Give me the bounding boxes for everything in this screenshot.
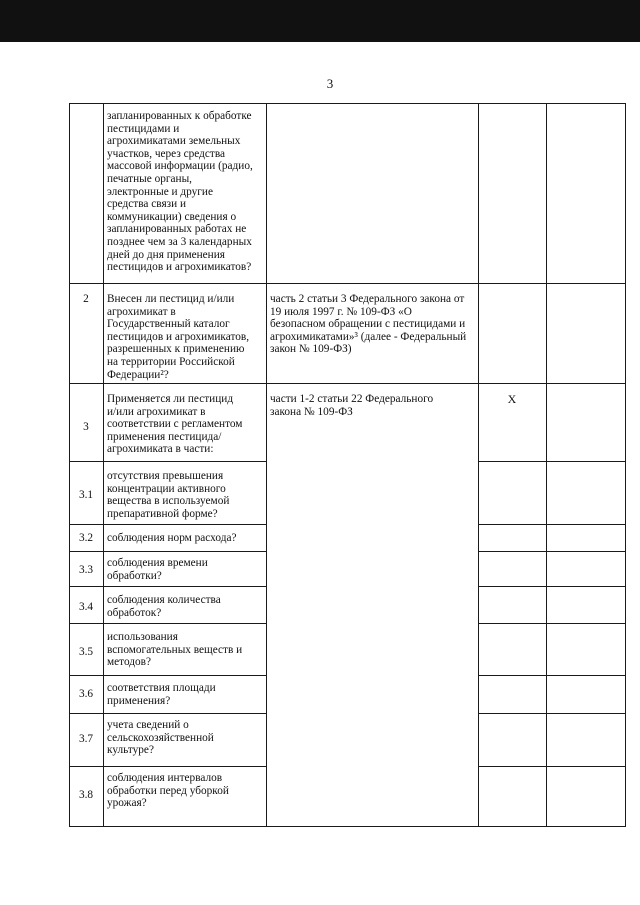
- row-divider: [478, 524, 626, 525]
- row-divider: [69, 283, 626, 284]
- row-number: 3.3: [78, 564, 94, 576]
- table-left-border: [69, 103, 70, 827]
- row-number: 3.6: [78, 688, 94, 700]
- scan-top-border: [0, 0, 640, 42]
- question-text: соблюдения норм расхода?: [107, 532, 237, 544]
- checklist-table: [69, 103, 626, 827]
- row-divider: [69, 524, 267, 525]
- row-divider: [478, 713, 626, 714]
- row-divider: [69, 461, 267, 462]
- question-text: соблюдения интервалов обработки перед уборкой урожая?: [107, 772, 229, 810]
- row-divider: [478, 551, 626, 552]
- row-divider: [478, 766, 626, 767]
- row-number: 3.2: [78, 532, 94, 544]
- table-bottom-border: [69, 826, 626, 827]
- question-text: использования вспомогательных веществ и методов?: [107, 631, 243, 669]
- row-divider: [69, 623, 267, 624]
- column-divider: [546, 103, 547, 827]
- row-number: 2: [83, 293, 89, 305]
- table-top-border: [69, 103, 626, 104]
- row-divider: [69, 713, 267, 714]
- column-divider: [266, 103, 267, 827]
- question-text: соответствия площади применения?: [107, 682, 216, 707]
- column-divider: [103, 103, 104, 827]
- row-number: 3.4: [78, 601, 94, 613]
- row-number: 3: [83, 421, 89, 433]
- row-number: 3.8: [78, 789, 94, 801]
- row-divider: [69, 383, 626, 384]
- row-divider: [69, 675, 267, 676]
- table-right-border: [625, 103, 626, 827]
- question-text: запланированных к обработке пестицидами и агрохимикатами земельных участков, через средства массовой информации (радио, печатные органы, электронные и другие средства связи и коммуникации) сведения о запланированных работах не позднее чем за 3 календарных дней до дня применения пестицидов и агрохимикатов?: [107, 110, 253, 274]
- row-divider: [69, 766, 267, 767]
- question-text: учета сведений о сельскохозяйственной культуре?: [107, 719, 214, 757]
- column-divider: [478, 103, 479, 827]
- row-divider: [478, 586, 626, 587]
- row-number: 3.1: [78, 489, 94, 501]
- answer-mark: Х: [507, 392, 517, 406]
- question-text: отсутствия превышения концентрации активного вещества в используемой препаративной форме?: [107, 470, 230, 520]
- row-divider: [478, 461, 626, 462]
- row-divider: [478, 623, 626, 624]
- question-text: Применяется ли пестицид и/или агрохимикат в соответствии с регламентом применения пестицида/ агрохимиката в части:: [107, 393, 243, 456]
- row-divider: [69, 551, 267, 552]
- page-number: 3: [326, 76, 334, 91]
- legal-basis-text: часть 2 статьи 3 Федерального закона от 19 июля 1997 г. № 109-ФЗ «О безопасном обращении с пестицидами и агрохимикатами»³ (далее - Федеральный закон № 109-ФЗ): [270, 293, 467, 356]
- question-text: соблюдения времени обработки?: [107, 557, 208, 582]
- row-divider: [478, 675, 626, 676]
- question-text: Внесен ли пестицид и/или агрохимикат в Государственный каталог пестицидов и агрохимикатов, разрешенных к применению на территории Российской Федерации²?: [107, 293, 250, 381]
- row-number: 3.5: [78, 646, 94, 658]
- question-text: соблюдения количества обработок?: [107, 594, 221, 619]
- legal-basis-text: части 1-2 статьи 22 Федерального закона № 109-ФЗ: [270, 393, 434, 418]
- row-number: 3.7: [78, 733, 94, 745]
- row-divider: [69, 586, 267, 587]
